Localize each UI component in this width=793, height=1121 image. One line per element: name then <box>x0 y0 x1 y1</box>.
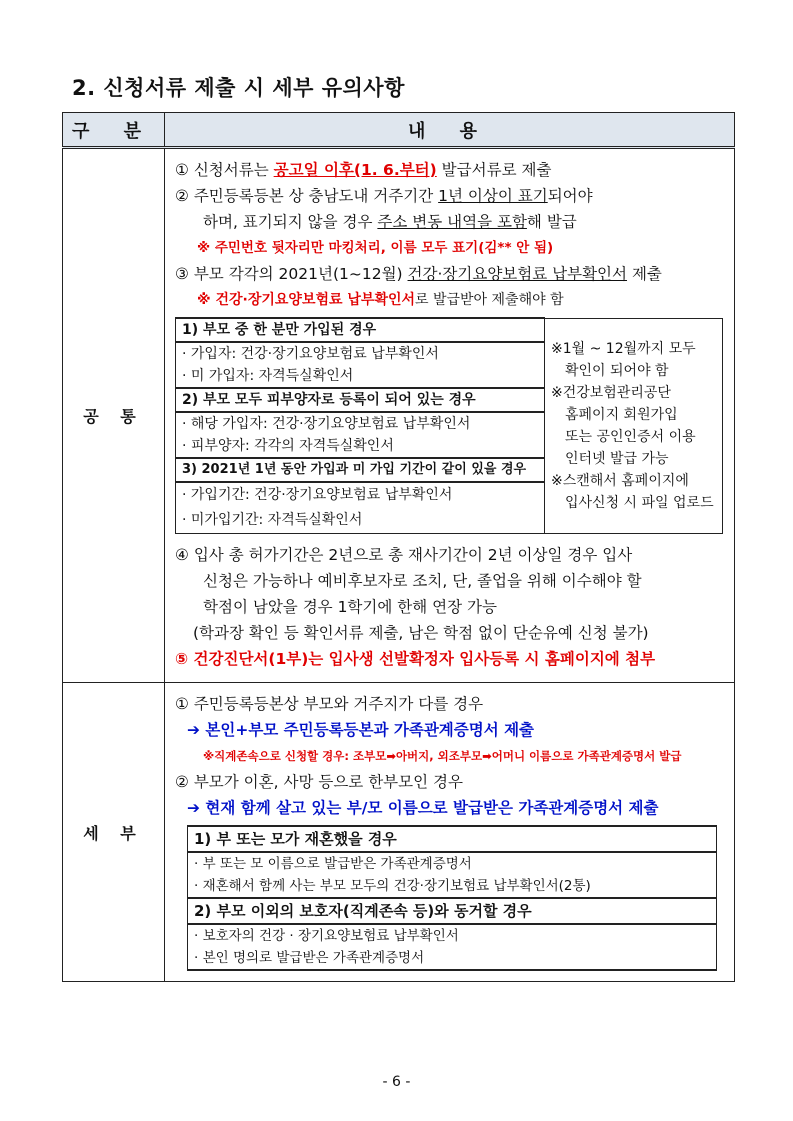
table-header-row <box>63 113 735 148</box>
remarried-heading: 1) 부 또는 모가 재혼했을 경우 <box>188 826 717 852</box>
header-category: 구 분 <box>63 113 165 148</box>
item2c-underline: 주소 변동 내역을 포함 <box>377 213 527 231</box>
case-1-heading: 1) 부모 중 한 분만 가입된 경우 <box>176 318 545 342</box>
item3-text-end: 제출 <box>627 265 662 283</box>
case-3-row: · 가입기간: 건강·장기요양보험료 납부확인서 <box>176 482 545 508</box>
side-note-line: 홈페이지 회원가입 <box>565 406 678 423</box>
item2-text-end: 되어야 <box>547 187 593 205</box>
common-item-4-cont: 신청은 가능하나 예비후보자로 조치, 단, 졸업을 위해 이수해야 할 <box>203 572 642 590</box>
item1-text: ① 신청서류는 <box>175 161 274 179</box>
common-item-2-cont <box>175 209 726 235</box>
case-3-heading: 3) 2021년 1년 동안 가입과 미 가입 기간이 같이 있을 경우 <box>176 458 545 482</box>
common-note-2 <box>175 287 726 313</box>
side-note-line: 입사신청 시 파일 업로드 <box>565 494 714 511</box>
case-1-row: · 미 가입자: 자격득실확인서 <box>176 365 545 388</box>
case-1-row: · 가입자: 건강·장기요양보험료 납부확인서 <box>176 342 545 365</box>
common-item-4: ④ 입사 총 허가기간은 2년으로 총 재사기간이 2년 이상일 경우 입사 <box>175 546 633 564</box>
common-row <box>63 148 735 683</box>
detail-label: 세 부 <box>63 683 165 982</box>
case-2-row: · 피부양자: 각각의 자격득실확인서 <box>176 435 545 458</box>
common-content <box>165 148 735 683</box>
insurance-docs-box <box>175 317 723 534</box>
side-note-line: ※1월 ~ 12월까지 모두 <box>551 340 696 357</box>
side-note-line: 또는 공인인증서 이용 <box>565 428 696 445</box>
detail-item-1: ① 주민등록등본상 부모와 거주지가 다를 경우 <box>175 695 484 713</box>
detail-item-1-note: ※직계존속으로 신청할 경우: 조부모➡아버지, 외조부모➡어머니 이름으로 가족관계증명서 발급 <box>203 749 682 763</box>
common-item-1 <box>175 157 726 183</box>
detail-item-2-arrow: ➔ 현재 함께 살고 있는 부/모 이름으로 발급받은 가족관계증명서 제출 <box>187 799 659 817</box>
side-note-line: ※스캔해서 홈페이지에 <box>551 472 689 489</box>
note2-highlight: ※ 건강·장기요양보험료 납부확인서 <box>197 292 416 308</box>
side-note-line: ※건강보험관리공단 <box>551 384 671 401</box>
detail-item-1-arrow: ➔ 본인+부모 주민등록등본과 가족관계증명서 제출 <box>187 721 535 739</box>
item1-text-end: 발급서류로 제출 <box>436 161 552 179</box>
item2c-text-end: 해 발급 <box>526 213 577 231</box>
remarried-row: · 부 또는 모 이름으로 발급받은 가족관계증명서 <box>188 852 717 875</box>
detail-content <box>165 683 735 982</box>
common-note-1: ※ 주민번호 뒷자리만 마킹처리, 이름 모두 표기(김** 안 됨) <box>197 240 554 256</box>
item1-highlight: 공고일 이후(1. 6.부터) <box>273 161 437 179</box>
family-docs-box <box>187 825 717 971</box>
side-note-line: 인터넷 발급 가능 <box>565 450 669 467</box>
page-title: 2. 신청서류 제출 시 세부 유의사항 <box>72 76 405 100</box>
common-item-4-cont: (학과장 확인 등 확인서류 제출, 남은 학점 없이 단순유예 신청 불가) <box>193 624 649 642</box>
common-item-5: ⑤ 건강진단서(1부)는 입사생 선발확정자 입사등록 시 홈페이지에 첨부 <box>175 650 656 668</box>
item2-text: ② 주민등록등본 상 충남도내 거주기간 <box>175 187 439 205</box>
item2c-text: 하며, 표기되지 않을 경우 <box>203 213 378 231</box>
guardian-row: · 보호자의 건강 · 장기요양보험료 납부확인서 <box>188 924 717 947</box>
page-number: - 6 - <box>382 1074 411 1090</box>
common-label: 공 통 <box>63 148 165 683</box>
detail-item-2: ② 부모가 이혼, 사망 등으로 한부모인 경우 <box>175 773 463 791</box>
remarried-row: · 재혼해서 함께 사는 부모 모두의 건강·장기보험료 납부확인서(2통) <box>188 875 717 898</box>
detail-row <box>63 683 735 982</box>
case-2-row: · 해당 가입자: 건강·장기요양보험료 납부확인서 <box>176 412 545 435</box>
insurance-side-note <box>545 318 723 534</box>
guardian-row: · 본인 명의로 발급받은 가족관계증명서 <box>188 947 717 970</box>
note2-text: 로 발급받아 제출해야 함 <box>415 292 564 308</box>
item2-underline: 1년 이상이 표기 <box>438 187 548 205</box>
case-2-heading: 2) 부모 모두 피부양자로 등록이 되어 있는 경우 <box>176 388 545 412</box>
common-item-3 <box>175 261 726 287</box>
item3-text: ③ 부모 각각의 2021년(1~12월) <box>175 265 408 283</box>
header-content: 내 용 <box>165 113 735 148</box>
guardian-heading: 2) 부모 이외의 보호자(직계존속 등)와 동거할 경우 <box>188 898 717 924</box>
guidelines-table <box>62 112 735 982</box>
item3-underline: 건강·장기요양보험료 납부확인서 <box>407 265 628 283</box>
case-3-row: · 미가입기간: 자격득실확인서 <box>176 508 545 534</box>
common-item-2 <box>175 183 726 209</box>
side-note-line: 확인이 되어야 함 <box>565 362 669 379</box>
common-item-4-cont: 학점이 남았을 경우 1학기에 한해 연장 가능 <box>203 598 497 616</box>
